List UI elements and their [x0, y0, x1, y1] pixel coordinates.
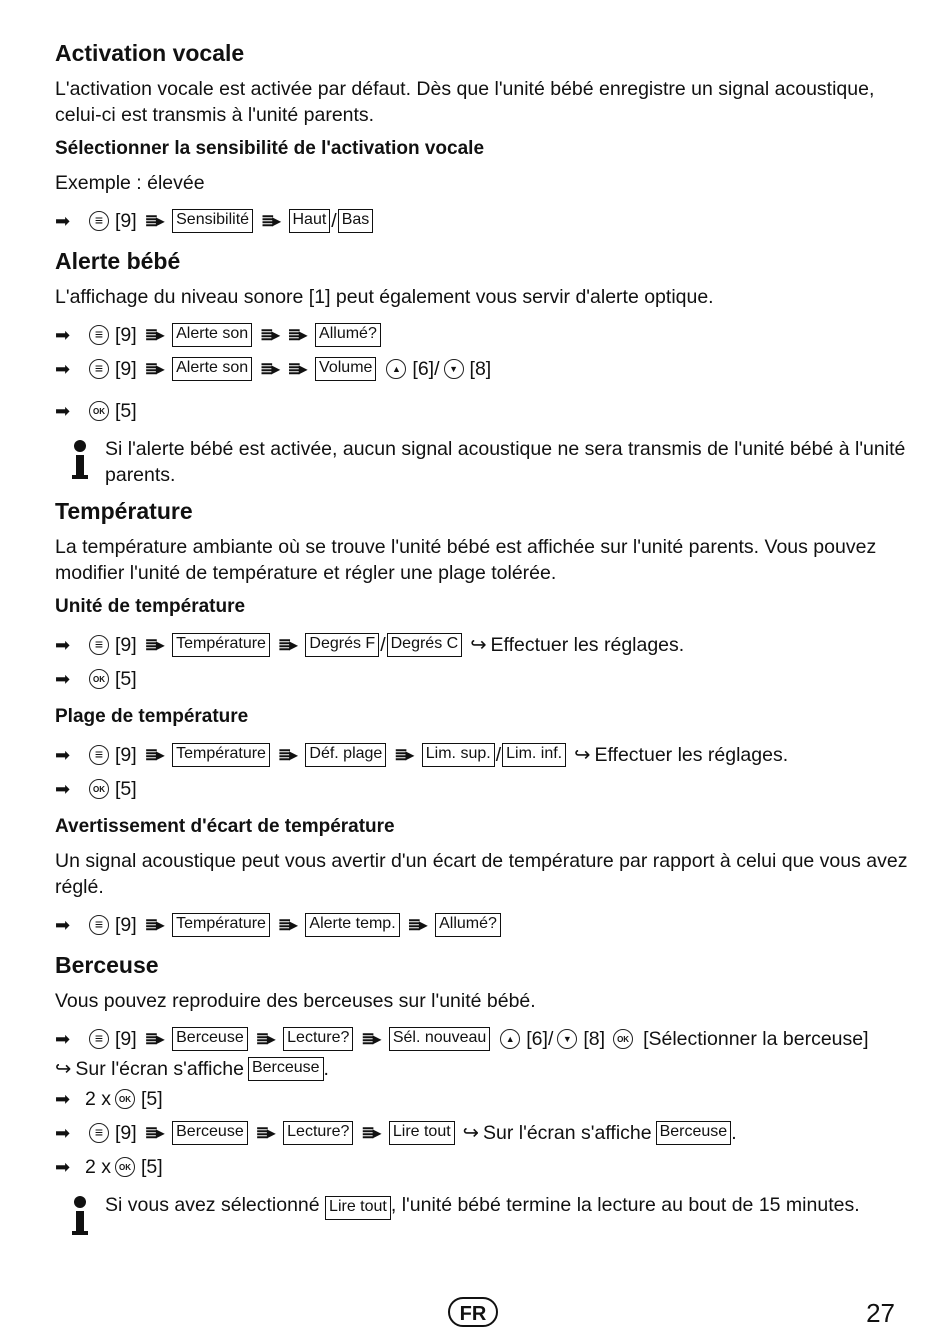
menu-item: Alerte son [172, 323, 252, 347]
menu-key-icon [89, 359, 109, 379]
key-ref: [8] [583, 1027, 606, 1050]
instruction-step [55, 908, 920, 942]
menu-nav-icon: ≣▸ [361, 1031, 379, 1048]
step-arrow-icon: ➡ [55, 400, 71, 421]
info-note [55, 436, 920, 488]
key-ref: [5] [141, 1155, 163, 1178]
info-text: Si l'alerte bébé est activée, aucun signal acoustique ne sera transmis de l'unité bébé à l'unité parents. [105, 438, 906, 486]
result-arrow-icon: ↪ [470, 634, 487, 656]
instruction-step [55, 394, 920, 428]
menu-nav-icon: ≣▸ [277, 747, 296, 764]
down-key-icon [557, 1029, 577, 1049]
instruction-step [55, 1022, 920, 1056]
menu-item: Volume [315, 357, 376, 381]
instruction-step: ➡ ≡ [9] ≣▸ Température ≣▸ Déf. plage ≣▸ Lim. sup. / Lim. inf. ↪ Effectuer les réglages. [55, 738, 920, 772]
menu-nav-icon: ≣▸ [261, 213, 279, 230]
subsection-title: Unité de température [55, 596, 246, 617]
menu-item: Alerte temp. [305, 913, 399, 937]
menu-nav-icon: ≣▸ [144, 1125, 163, 1142]
result-text: Sur l'écran s'affiche [75, 1057, 244, 1080]
menu-item: Sél. nouveau [389, 1027, 490, 1051]
menu-nav-icon: ≣▸ [394, 747, 412, 764]
menu-item: Degrés F [305, 633, 379, 657]
result-text: Sur l'écran s'affiche [483, 1121, 652, 1144]
instruction-step: ➡ ≡ [9] ≣▸ Température ≣▸ Degrés F / Degrés C ↪ Effectuer les réglages. [55, 628, 920, 662]
language-badge: FR [448, 1297, 498, 1327]
paragraph: Vous pouvez reproduire des berceuses sur l'unité bébé. [55, 990, 536, 1012]
up-key-icon [500, 1029, 520, 1049]
step-arrow-icon: ➡ [55, 1028, 71, 1049]
key-ref: [8] [469, 357, 492, 380]
menu-item: Lire tout [325, 1196, 391, 1220]
paragraph: Exemple : élevée [55, 172, 205, 194]
menu-item: Berceuse [172, 1121, 248, 1145]
menu-nav-icon: ≣▸ [287, 327, 306, 344]
menu-key-icon [89, 915, 109, 935]
menu-item: Alerte son [172, 357, 252, 381]
section-title: Berceuse [55, 952, 159, 978]
ok-key-icon: OK [613, 1029, 633, 1049]
key-ref: [9] [115, 1027, 137, 1050]
step-arrow-icon: ➡ [55, 668, 71, 689]
instruction-step [55, 352, 920, 386]
result-arrow-icon: ↪ [462, 1122, 480, 1144]
key-ref: [9] [115, 633, 137, 656]
info-icon [55, 436, 105, 479]
menu-item: Allumé? [315, 323, 381, 347]
info-icon [55, 1192, 105, 1235]
step-arrow-icon: ➡ [55, 210, 71, 231]
subsection-title: Avertissement d'écart de température [55, 816, 395, 837]
menu-key-icon [89, 745, 109, 765]
menu-item: Température [172, 913, 270, 937]
key-ref: [9] [115, 323, 137, 346]
info-text: Si vous avez sélectionné Lire tout , l'unité bébé termine la lecture au bout de 15 minutes. [105, 1192, 920, 1220]
step-arrow-icon: ➡ [55, 1122, 71, 1143]
menu-item: Berceuse [172, 1027, 248, 1051]
menu-nav-icon: ≣▸ [144, 213, 163, 230]
ok-key-icon: OK [89, 401, 109, 421]
step-arrow-icon: ➡ [55, 914, 71, 935]
manual-page [55, 38, 920, 1235]
instruction-step [55, 1082, 920, 1116]
down-key-icon [444, 359, 464, 379]
menu-nav-icon: ≣▸ [144, 1031, 163, 1048]
menu-item: Lecture? [283, 1121, 353, 1145]
step-arrow-icon: ➡ [55, 1088, 71, 1109]
instruction-step: ➡ ≡ [9] ≣▸ Berceuse ≣▸ Lecture? ≣▸ Lire tout ↪ Sur l'écran s'affiche Berceuse . [55, 1116, 920, 1150]
section-title: Activation vocale [55, 40, 245, 66]
menu-item: Sensibilité [172, 209, 253, 233]
menu-item: Lecture? [283, 1027, 353, 1051]
key-ref: [5] [115, 777, 137, 800]
subsection-title: Sélectionner la sensibilité de l'activation vocale [55, 138, 485, 159]
menu-item: Température [172, 743, 270, 767]
instruction-step [55, 318, 920, 352]
menu-item: Bas [338, 209, 374, 233]
menu-key-icon [89, 211, 109, 231]
subsection-title: Plage de température [55, 706, 249, 727]
key-ref: [6]/ [412, 357, 440, 380]
menu-nav-icon: ≣▸ [144, 327, 163, 344]
menu-key-icon [89, 635, 109, 655]
result-arrow-icon: ↪ [55, 1058, 72, 1080]
menu-nav-icon: ≣▸ [144, 917, 163, 934]
menu-nav-icon: ≣▸ [407, 917, 426, 934]
key-ref: [Sélectionner la berceuse] [643, 1027, 869, 1050]
menu-nav-icon: ≣▸ [260, 327, 278, 344]
instruction-step: ➡ ≡ [9] ≣▸ Sensibilité ≣▸ Haut / Bas [55, 204, 920, 238]
ok-key-icon: OK [89, 779, 109, 799]
result-text: Effectuer les réglages. [490, 633, 685, 656]
menu-nav-icon: ≣▸ [144, 747, 163, 764]
instruction-step [55, 772, 920, 806]
menu-nav-icon: ≣▸ [255, 1031, 274, 1048]
instruction-step [55, 1150, 920, 1184]
menu-item: Lire tout [389, 1121, 455, 1145]
menu-nav-icon: ≣▸ [361, 1125, 379, 1142]
menu-item: Lim. sup. [422, 743, 495, 767]
step-arrow-icon: ➡ [55, 358, 71, 379]
menu-nav-icon: ≣▸ [144, 637, 163, 654]
ok-key-icon: OK [115, 1089, 135, 1109]
step-arrow-icon: ➡ [55, 634, 71, 655]
repeat-count: 2 x [85, 1087, 112, 1110]
menu-nav-icon: ≣▸ [144, 361, 163, 378]
key-ref: [9] [115, 1121, 137, 1144]
key-ref: [5] [115, 399, 137, 422]
menu-item: Berceuse [248, 1057, 324, 1081]
key-ref: [5] [115, 667, 137, 690]
info-note [55, 1192, 920, 1235]
key-ref: [9] [115, 743, 137, 766]
menu-key-icon [89, 325, 109, 345]
menu-nav-icon: ≣▸ [277, 637, 296, 654]
instruction-step [55, 662, 920, 696]
paragraph: Un signal acoustique peut vous avertir d'un écart de température par rapport à celui que vous avez réglé. [55, 850, 908, 898]
up-key-icon [386, 359, 406, 379]
menu-nav-icon: ≣▸ [277, 917, 296, 934]
step-arrow-icon: ➡ [55, 744, 71, 765]
ok-key-icon: OK [89, 669, 109, 689]
instruction-result: ↪ Sur l'écran s'affiche Berceuse . [55, 1057, 329, 1080]
menu-nav-icon: ≣▸ [260, 361, 278, 378]
menu-key-icon [89, 1123, 109, 1143]
menu-item: Température [172, 633, 270, 657]
key-ref: [9] [115, 357, 137, 380]
menu-nav-icon: ≣▸ [287, 361, 306, 378]
section-title: Température [55, 498, 193, 524]
ok-key-icon: OK [115, 1157, 135, 1177]
menu-item: Lim. inf. [502, 743, 566, 767]
paragraph: La température ambiante où se trouve l'unité bébé est affichée sur l'unité parents. Vous pouvez modifier l'unité de température et régler une plage tolérée. [55, 536, 877, 584]
menu-item: Degrés C [387, 633, 463, 657]
menu-item: Berceuse [656, 1121, 732, 1145]
menu-key-icon [89, 1029, 109, 1049]
paragraph: L'affichage du niveau sonore [1] peut également vous servir d'alerte optique. [55, 286, 714, 308]
key-ref: [6]/ [526, 1027, 554, 1050]
step-arrow-icon: ➡ [55, 324, 71, 345]
key-ref: [9] [115, 913, 137, 936]
key-ref: [5] [141, 1087, 163, 1110]
menu-item: Haut [289, 209, 331, 233]
repeat-count: 2 x [85, 1155, 112, 1178]
menu-item: Allumé? [435, 913, 501, 937]
page-number: 27 [866, 1298, 895, 1328]
menu-nav-icon: ≣▸ [255, 1125, 274, 1142]
step-arrow-icon: ➡ [55, 1156, 71, 1177]
result-arrow-icon: ↪ [574, 744, 591, 766]
result-text: Effectuer les réglages. [594, 743, 789, 766]
paragraph: L'activation vocale est activée par défaut. Dès que l'unité bébé enregistre un signal acoustique, celui-ci est transmis à l'unité parents. [55, 78, 875, 126]
step-arrow-icon: ➡ [55, 778, 71, 799]
menu-item: Déf. plage [305, 743, 386, 767]
key-ref: [9] [115, 209, 137, 232]
section-title: Alerte bébé [55, 248, 181, 274]
